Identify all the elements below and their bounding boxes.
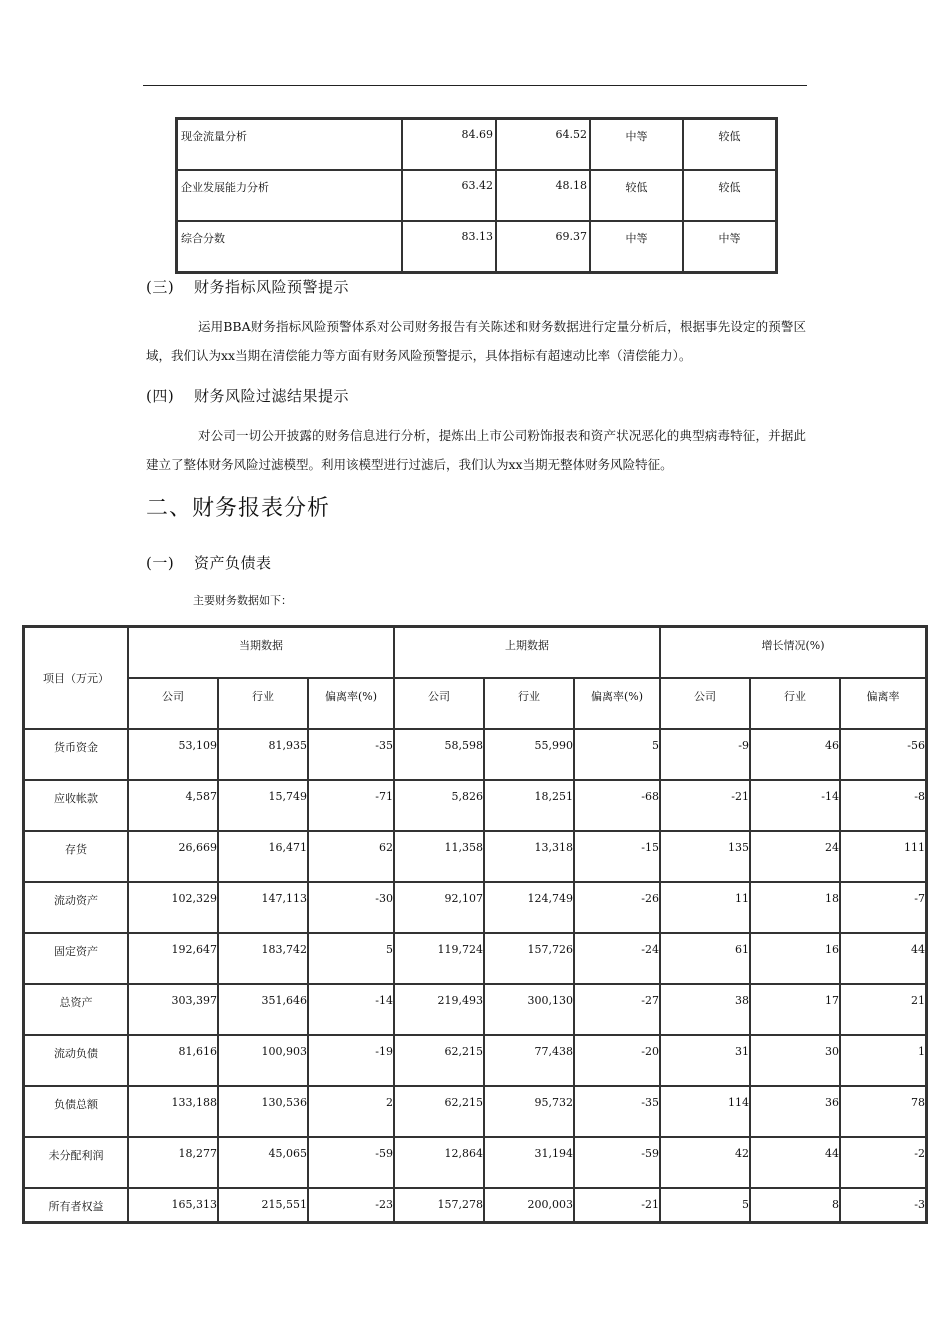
bs-item-label: 应收帐款: [24, 780, 128, 831]
bs-group-header: 增长情况(%): [660, 627, 926, 678]
bs-value: -23: [308, 1188, 394, 1222]
bs-value: -35: [574, 1086, 660, 1137]
bs-value: 38: [660, 984, 750, 1035]
bs-subheader: 公司: [660, 678, 750, 729]
section3-body: 运用BBA财务指标风险预警体系对公司财务报告有关陈述和财务数据进行定量分析后，根据事先设定的预警区域，我们认为xx当期在清偿能力等方面有财务风险预警提示，具体指标有超速动比率（清偿能力）。: [146, 319, 806, 363]
bs-row: [24, 831, 926, 882]
bs-value: 77,438: [484, 1035, 574, 1086]
bs-value: 2: [308, 1086, 394, 1137]
bs-value: 4,587: [128, 780, 218, 831]
bs-value: 130,536: [218, 1086, 308, 1137]
bs-row: [24, 933, 926, 984]
score-table: [175, 117, 778, 274]
balance-sheet-table: [22, 625, 928, 1224]
bs-value: -19: [308, 1035, 394, 1086]
bs-subheader: 公司: [394, 678, 484, 729]
bs-value: 46: [750, 729, 840, 780]
bs-item-label: 货币资金: [24, 729, 128, 780]
score-level: 中等: [683, 221, 776, 272]
score-level: 中等: [590, 221, 683, 272]
score-level: 较低: [590, 170, 683, 221]
bs-item-label: 所有者权益: [24, 1188, 128, 1222]
bs-subheader: 行业: [218, 678, 308, 729]
bs-value: 16: [750, 933, 840, 984]
score-row: [177, 119, 776, 170]
bs-row: [24, 1035, 926, 1086]
section4-index: (四): [146, 387, 175, 405]
bs-value: 165,313: [128, 1188, 218, 1222]
bs-value: 44: [750, 1137, 840, 1188]
bs-value: 44: [840, 933, 926, 984]
bs-value: 53,109: [128, 729, 218, 780]
bs-value: 124,749: [484, 882, 574, 933]
bs-subheader: 偏离率: [840, 678, 926, 729]
bs-value: 300,130: [484, 984, 574, 1035]
bs-value: 55,990: [484, 729, 574, 780]
bs-row: [24, 1086, 926, 1137]
bs-value: 303,397: [128, 984, 218, 1035]
bs-value: 45,065: [218, 1137, 308, 1188]
bs-value: 62: [308, 831, 394, 882]
bs-value: 215,551: [218, 1188, 308, 1222]
bs-subheader: 行业: [750, 678, 840, 729]
bs-value: 5: [574, 729, 660, 780]
bs-value: 157,278: [394, 1188, 484, 1222]
bs-value: 135: [660, 831, 750, 882]
bs-value: 18,277: [128, 1137, 218, 1188]
bs-value: 102,329: [128, 882, 218, 933]
section4-heading: [146, 385, 349, 406]
bs-value: 30: [750, 1035, 840, 1086]
bs-value: 5,826: [394, 780, 484, 831]
score-row: [177, 170, 776, 221]
bs-value: 114: [660, 1086, 750, 1137]
bs-item-header: 项目（万元）: [24, 627, 128, 729]
bs-value: -21: [660, 780, 750, 831]
bs-value: -56: [840, 729, 926, 780]
bs-group-header: 当期数据: [128, 627, 394, 678]
bs-subheader: 行业: [484, 678, 574, 729]
score-name: 综合分数: [177, 221, 402, 272]
score-name: 企业发展能力分析: [177, 170, 402, 221]
bs-value: 18,251: [484, 780, 574, 831]
bs-item-label: 流动资产: [24, 882, 128, 933]
bs-value: 92,107: [394, 882, 484, 933]
bs-value: 18: [750, 882, 840, 933]
bs-item-label: 总资产: [24, 984, 128, 1035]
bs-value: 95,732: [484, 1086, 574, 1137]
bs-value: 17: [750, 984, 840, 1035]
bs-value: 24: [750, 831, 840, 882]
bs-item-label: 存货: [24, 831, 128, 882]
header-rule: [143, 85, 807, 86]
bs-value: -14: [750, 780, 840, 831]
bs-header-row-groups: [24, 627, 926, 678]
score-value: 64.52: [496, 119, 590, 170]
bs-value: 36: [750, 1086, 840, 1137]
bs-subheader: 偏离率(%): [574, 678, 660, 729]
bs-value: 15,749: [218, 780, 308, 831]
bs-value: -24: [574, 933, 660, 984]
bs-value: -7: [840, 882, 926, 933]
bs-value: -15: [574, 831, 660, 882]
section3-title: 财务指标风险预警提示: [194, 278, 350, 296]
bs-row: [24, 729, 926, 780]
score-value: 84.69: [402, 119, 496, 170]
bs-value: 78: [840, 1086, 926, 1137]
bs-value: 31,194: [484, 1137, 574, 1188]
bs-row: [24, 780, 926, 831]
bs-value: 133,188: [128, 1086, 218, 1137]
bs-value: -20: [574, 1035, 660, 1086]
score-level: 较低: [683, 119, 776, 170]
bs-value: -68: [574, 780, 660, 831]
score-value: 63.42: [402, 170, 496, 221]
bs-value: -2: [840, 1137, 926, 1188]
section-bs-heading: [146, 552, 272, 573]
bs-value: 147,113: [218, 882, 308, 933]
bs-value: 62,215: [394, 1086, 484, 1137]
bs-value: 11: [660, 882, 750, 933]
bs-value: 192,647: [128, 933, 218, 984]
bs-value: 81,935: [218, 729, 308, 780]
score-row: [177, 221, 776, 272]
bs-value: -59: [308, 1137, 394, 1188]
bs-row: [24, 984, 926, 1035]
bs-value: 81,616: [128, 1035, 218, 1086]
chapter2-title: 二、财务报表分析: [146, 496, 331, 521]
bs-item-label: 固定资产: [24, 933, 128, 984]
bs-value: 351,646: [218, 984, 308, 1035]
section-bs-title: 资产负债表: [194, 554, 272, 572]
bs-value: -30: [308, 882, 394, 933]
score-level: 中等: [590, 119, 683, 170]
score-level: 较低: [683, 170, 776, 221]
score-name: 现金流量分析: [177, 119, 402, 170]
bs-value: 11,358: [394, 831, 484, 882]
bs-value: 61: [660, 933, 750, 984]
bs-row: [24, 1137, 926, 1188]
bs-value: 119,724: [394, 933, 484, 984]
bs-value: -8: [840, 780, 926, 831]
bs-value: 1: [840, 1035, 926, 1086]
section4-title: 财务风险过滤结果提示: [194, 387, 350, 405]
bs-value: 219,493: [394, 984, 484, 1035]
bs-value: 111: [840, 831, 926, 882]
bs-item-label: 未分配利润: [24, 1137, 128, 1188]
bs-subheader: 公司: [128, 678, 218, 729]
bs-item-label: 负债总额: [24, 1086, 128, 1137]
bs-row: [24, 1188, 926, 1222]
bs-value: -26: [574, 882, 660, 933]
bs-value: -14: [308, 984, 394, 1035]
bs-subheader: 偏离率(%): [308, 678, 394, 729]
score-value: 83.13: [402, 221, 496, 272]
bs-value: 5: [308, 933, 394, 984]
bs-value: 21: [840, 984, 926, 1035]
bs-header-row-sub: [24, 678, 926, 729]
bs-value: 42: [660, 1137, 750, 1188]
bs-value: -27: [574, 984, 660, 1035]
bs-value: 13,318: [484, 831, 574, 882]
bs-value: 12,864: [394, 1137, 484, 1188]
score-value: 48.18: [496, 170, 590, 221]
bs-value: 183,742: [218, 933, 308, 984]
bs-value: 157,726: [484, 933, 574, 984]
bs-value: 31: [660, 1035, 750, 1086]
bs-value: -59: [574, 1137, 660, 1188]
bs-value: -9: [660, 729, 750, 780]
section-bs-note: 主要财务数据如下：: [193, 594, 292, 607]
section4-body: 对公司一切公开披露的财务信息进行分析，提炼出上市公司粉饰报表和资产状况恶化的典型病毒特征，并据此建立了整体财务风险过滤模型。利用该模型进行过滤后，我们认为xx当期无整体财务风险特征。: [146, 428, 806, 472]
bs-value: 8: [750, 1188, 840, 1222]
bs-value: 100,903: [218, 1035, 308, 1086]
bs-group-header: 上期数据: [394, 627, 660, 678]
score-value: 69.37: [496, 221, 590, 272]
section3-index: (三): [146, 278, 175, 296]
bs-value: -21: [574, 1188, 660, 1222]
bs-value: 200,003: [484, 1188, 574, 1222]
bs-value: 26,669: [128, 831, 218, 882]
bs-item-label: 流动负债: [24, 1035, 128, 1086]
bs-value: 16,471: [218, 831, 308, 882]
bs-value: -3: [840, 1188, 926, 1222]
bs-value: 5: [660, 1188, 750, 1222]
bs-value: -35: [308, 729, 394, 780]
bs-value: -71: [308, 780, 394, 831]
bs-row: [24, 882, 926, 933]
section3-heading: [146, 276, 349, 297]
section-bs-index: (一): [146, 554, 175, 572]
bs-value: 58,598: [394, 729, 484, 780]
bs-value: 62,215: [394, 1035, 484, 1086]
